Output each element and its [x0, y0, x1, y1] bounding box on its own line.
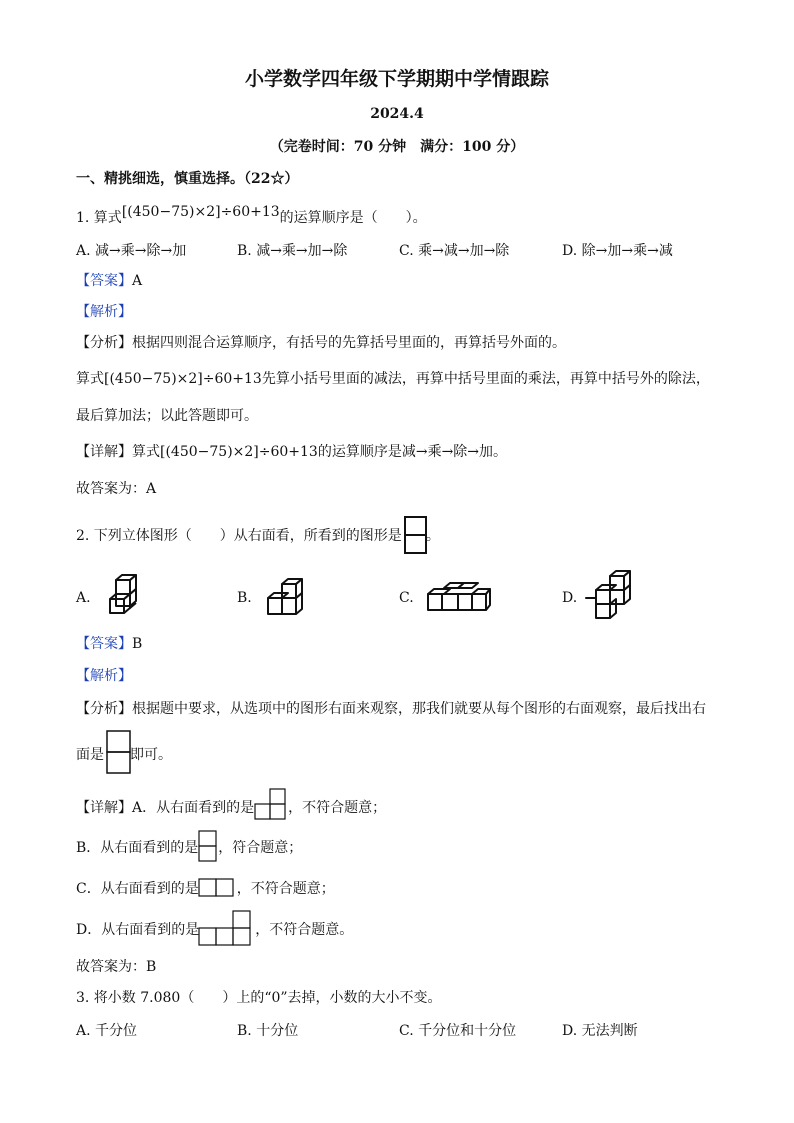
q1-stem: [76, 204, 427, 228]
exam-date: 2024.4: [370, 106, 424, 122]
q2-stem-prefix: 2. 下列立体图形（ ）从右面看，所看到的图形是: [76, 528, 402, 544]
exam-info: （完卷时间：70 分钟 满分：100 分）: [269, 139, 525, 155]
q2-fenxi-line2-suffix: 即可。: [130, 747, 172, 763]
q2-detail-c-suffix: ，不符合题意；: [236, 881, 335, 897]
q1-answer-value: A: [132, 273, 143, 289]
q1-fenxi-line3: 最后算加法；以此答题即可。: [76, 408, 258, 424]
q3-option-c: C. 千分位和十分位: [399, 1023, 517, 1039]
q2-fenxi-line2-prefix: 面是: [76, 747, 104, 763]
q2-option-b-cubes-icon: [262, 578, 308, 620]
q3-stem: 3. 将小数 7.080（ ）上的“0”去掉，小数的大小不变。: [76, 990, 442, 1006]
q2-detail-c-view-icon: [198, 878, 236, 898]
q2-detail-c-prefix: C．从右面看到的是: [76, 881, 199, 897]
q2-detail-a: [76, 798, 386, 818]
q2-answer-value: B: [132, 636, 143, 652]
q2-detail-b-prefix: B．从右面看到的是: [76, 840, 199, 856]
q2-option-c-label: C.: [399, 590, 414, 606]
q1-prefix: 1. 算式: [76, 210, 122, 226]
q2-option-a-cubes-icon: [108, 572, 142, 622]
q1-option-c: C. 乘→减→加→除: [399, 243, 510, 259]
q2-detail-d-prefix: D．从右面看到的是: [76, 922, 200, 938]
q1-fenxi-text: 根据四则混合运算顺序，有括号的先算括号里面的，再算括号外面的。: [132, 335, 566, 351]
q3-option-a: A. 千分位: [76, 1023, 138, 1039]
q2-detail-a-prefix: A．从右面看到的是: [132, 800, 255, 816]
q2-detail-d-suffix: ，不符合题意。: [255, 922, 354, 938]
detail-tag: 【详解】: [76, 800, 132, 816]
q1-option-b: B. 减→乘→加→除: [237, 243, 348, 259]
q2-option-a-label: A.: [76, 590, 91, 606]
q1-detail-prefix: 算式: [132, 444, 160, 460]
q1-suffix: 的运算顺序是（ ）。: [279, 210, 427, 226]
q2-detail-a-suffix: ，不符合题意；: [288, 800, 387, 816]
q2-conclusion: 故答案为：B: [76, 959, 157, 975]
q1-detail-expression: [(450−75)×2]÷60+13: [160, 444, 318, 460]
answer-tag: 【答案】: [76, 636, 132, 652]
q1-detail-suffix: 的运算顺序是减→乘→除→加。: [317, 444, 508, 460]
q2-detail-b-suffix: ，符合题意；: [218, 840, 303, 856]
q1-option-a: A. 减→乘→除→加: [76, 243, 187, 259]
analysis-tag: 【解析】: [76, 304, 132, 320]
q2-option-d-cubes-icon: [584, 568, 640, 624]
q1-line2-prefix: 算式: [76, 371, 104, 387]
q1-fenxi-line2: [76, 369, 710, 389]
page-title: 小学数学四年级下学期期中学情跟踪: [244, 68, 549, 90]
q2-stem: [76, 526, 440, 546]
q2-option-c-cubes-icon: [426, 582, 492, 614]
fenxi-tag: 【分析】: [76, 701, 132, 717]
q2-detail-a-view-icon: [254, 788, 288, 822]
q1-detail: [76, 442, 507, 462]
q2-fenxi-view-icon: [106, 730, 132, 776]
q2-detail-b: [76, 838, 302, 858]
q1-answer: [76, 271, 142, 291]
analysis-tag: 【解析】: [76, 668, 132, 684]
q3-option-d: D. 无法判断: [562, 1023, 638, 1039]
q2-stem-suffix: 。: [425, 528, 440, 544]
q1-line2-expression: [(450−75)×2]÷60+13: [104, 371, 262, 387]
q2-fenxi-line1: 根据题中要求，从选项中的图形右面来观察，那我们就要从每个图形的右面观察，最后找出右: [132, 701, 706, 717]
fenxi-tag: 【分析】: [76, 335, 132, 351]
q1-fenxi: [76, 333, 566, 353]
q1-line2-suffix: 先算小括号里面的减法，再算中括号里面的乘法，再算中括号外的除法，: [261, 371, 710, 387]
detail-tag: 【详解】: [76, 444, 132, 460]
q2-option-b-label: B.: [237, 590, 252, 606]
q1-conclusion: 故答案为：A: [76, 481, 157, 497]
q2-answer: [76, 634, 142, 654]
q3-option-b: B. 十分位: [237, 1023, 299, 1039]
q1-option-d: D. 除→加→乘→减: [562, 243, 673, 259]
q1-expression: [(450−75)×2]÷60+13: [121, 204, 280, 220]
q2-detail-b-view-icon: [198, 830, 218, 864]
q2-detail-d-view-icon: [198, 910, 254, 946]
q2-target-view-icon: [404, 516, 428, 556]
section-heading: 一、精挑细选，慎重选择。（22☆）: [76, 171, 299, 187]
q2-fenxi: [76, 699, 706, 719]
q2-option-d-label: D.: [562, 590, 578, 606]
answer-tag: 【答案】: [76, 273, 132, 289]
